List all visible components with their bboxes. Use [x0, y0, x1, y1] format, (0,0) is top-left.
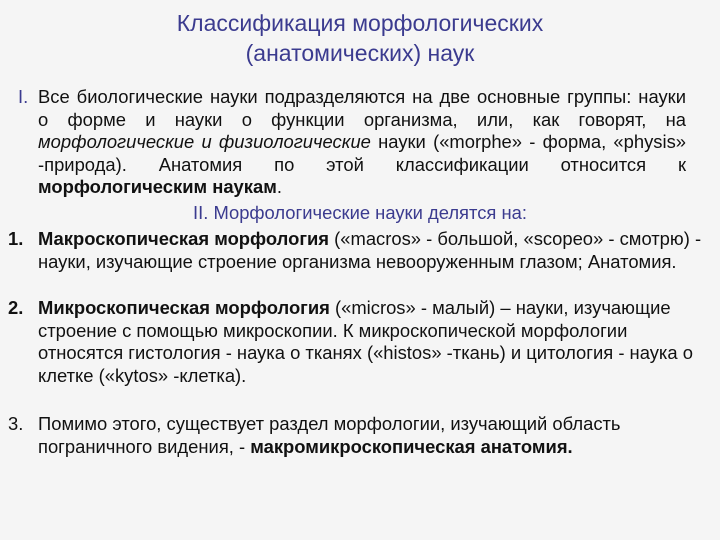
list-item-1-rest: («macros» - большой, «scopeo» - смотрю) - науки, изучающие строение организма невооруженным глазом; Анатомия. — [38, 228, 702, 272]
list-item-1-bold: Макроскопическая морфология — [38, 228, 330, 249]
section-1-bold: морфологическим наукам — [38, 176, 277, 197]
section-2-heading: II. Морфологические науки делятся на: — [193, 202, 527, 223]
slide-title — [40, 8, 680, 68]
section-1-end: . — [276, 176, 282, 197]
section-1-paragraph — [18, 86, 686, 199]
title-line-2: (анатомических) наук — [245, 40, 475, 66]
list-item-3-text — [38, 413, 706, 458]
section-1-text-b: науки («morphe» - форма, «physis» -природа). Анатомия по этой классификации относится к — [38, 131, 686, 175]
section-1-text-a: Все биологические науки подразделяются на две основные группы: науки о форме и науки о функции организма, или, как говорят, на — [38, 86, 686, 130]
title-line-1: Классификация морфологических — [176, 10, 544, 36]
list-number-3: 3. — [8, 413, 24, 434]
list-number-1: 1. — [8, 228, 24, 249]
list-item-3-text-a: Помимо этого, существует раздел морфологии, изучающий область пограничного видения, - — [38, 413, 621, 457]
list-item-2-bold: Микроскопическая морфология — [38, 297, 330, 318]
list-item-1-text — [38, 228, 706, 273]
list-item-3-bold: макромикроскопическая анатомия. — [250, 435, 573, 457]
list-number-2: 2. — [8, 297, 24, 318]
roman-numeral-1: I. — [18, 86, 29, 107]
section-1-italic: морфологические и физиологические — [38, 131, 371, 152]
list-item-2-rest: («micros» - малый) – науки, изучающие строение с помощью микроскопии. К микроскопической морфологии относятся гистология - наука о тканях («histos» -ткань) и цитология - наука о клетке («kytos» -клетка). — [38, 297, 693, 386]
list-item-2-text — [38, 297, 706, 387]
